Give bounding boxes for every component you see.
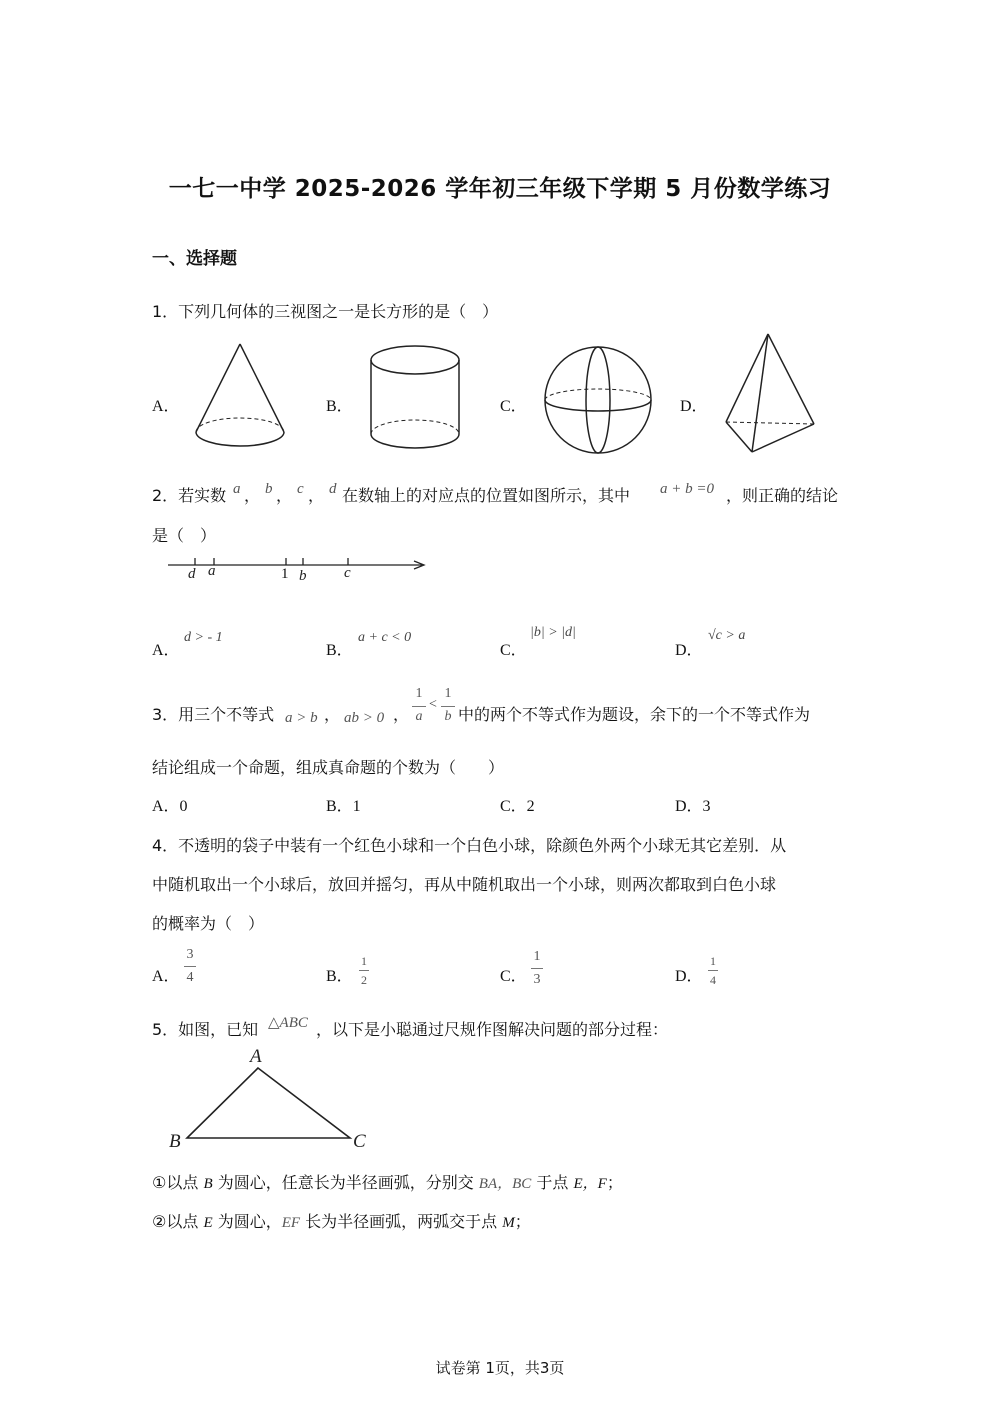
q3-prefix: 3．用三个不等式 xyxy=(152,705,275,724)
q4-option-b-den: 2 xyxy=(361,973,367,987)
q2-option-c-expr: |b| > |d| xyxy=(530,625,576,640)
step1-text-a: ①以点 xyxy=(152,1173,204,1192)
q4-option-d-bar xyxy=(708,970,718,971)
q4-option-a-bar xyxy=(184,966,196,967)
q5-triangle-name: △ABC xyxy=(268,1015,308,1031)
axis-label-1: 1 xyxy=(281,566,289,582)
q3-frac2-bar xyxy=(441,706,455,707)
q4-option-c-num: 1 xyxy=(533,949,541,964)
q3-comma-2: ， xyxy=(393,705,410,724)
q3-lt: < xyxy=(429,697,437,712)
vertex-b: B xyxy=(169,1131,181,1152)
q4-option-b-num: 1 xyxy=(361,954,367,968)
q3-option-a: A．0 xyxy=(152,798,188,815)
q3-frac1-bar xyxy=(412,706,426,707)
q2-suffix: ，则正确的结论 xyxy=(726,486,839,505)
step2-segment: EF xyxy=(281,1215,301,1231)
axis-label-b: b xyxy=(299,568,307,584)
q3-frac1-num: 1 xyxy=(415,686,423,701)
q4-option-d-den: 4 xyxy=(710,973,716,987)
vertex-c: C xyxy=(353,1131,366,1152)
step1-point-b: B xyxy=(203,1176,213,1192)
q3-line2: 结论组成一个命题，组成真命题的个数为（ ） xyxy=(152,758,505,777)
q3-option-b: B．1 xyxy=(326,798,361,815)
q4-line3: 的概率为（ ） xyxy=(152,914,265,933)
q3-ineq1: a > b xyxy=(285,710,318,726)
pyramid-icon xyxy=(722,332,818,454)
q2-var-a: a xyxy=(233,481,241,497)
q3-comma-1: ， xyxy=(324,705,341,724)
q3-ineq2: ab > 0 xyxy=(344,710,385,726)
step2-text-a: ②以点 xyxy=(152,1212,204,1231)
q2-option-a-label: A． xyxy=(152,642,180,659)
q2-line2: 是（ ） xyxy=(152,526,217,545)
step2-end: ； xyxy=(514,1212,531,1231)
q1-option-a-label: A． xyxy=(152,398,180,415)
step1-segments: BA，BC xyxy=(478,1176,532,1192)
axis-label-d: d xyxy=(188,566,196,582)
q2-mid-text: 在数轴上的对应点的位置如图所示，其中 xyxy=(342,486,631,505)
step1-end: ； xyxy=(606,1173,623,1192)
q2-option-c-label: C． xyxy=(500,642,527,659)
page-footer: 试卷第 1页，共3页 xyxy=(435,1359,565,1377)
q1-option-c-label: C． xyxy=(500,398,527,415)
q2-option-a-expr: d > - 1 xyxy=(184,630,223,645)
q5-suffix: ，以下是小聪通过尺规作图解决问题的部分过程： xyxy=(316,1020,669,1039)
q3-option-d: D．3 xyxy=(675,798,711,815)
q2-comma-3: ， xyxy=(308,486,325,505)
q4-option-a-num: 3 xyxy=(186,947,194,962)
triangle-abc xyxy=(185,1065,355,1143)
q4-option-b-bar xyxy=(359,970,369,971)
step2-point-m: M xyxy=(502,1215,515,1231)
step1-text-b: 为圆心，任意长为半径画弧，分别交 xyxy=(212,1173,479,1192)
q4-option-a-label: A． xyxy=(152,968,180,985)
axis-label-a: a xyxy=(208,563,216,579)
cone-icon xyxy=(190,340,290,455)
q2-option-d-label: D． xyxy=(675,642,703,659)
q2-prefix: 2．若实数 xyxy=(152,486,227,505)
q2-option-b-label: B． xyxy=(326,642,353,659)
q3-option-c: C．2 xyxy=(500,798,535,815)
q1-text: 1．下列几何体的三视图之一是长方形的是（ ） xyxy=(152,302,499,321)
step1-text-c: 于点 xyxy=(531,1173,574,1192)
q3-mid-text: 中的两个不等式作为题设，余下的一个不等式作为 xyxy=(458,705,811,724)
q3-frac2-den: b xyxy=(444,709,452,724)
page-title: 一七一中学 2025-2026 学年初三年级下学期 5 月份数学练习 xyxy=(168,176,832,202)
q2-option-d-expr: √c > a xyxy=(708,628,746,643)
vertex-a: A xyxy=(250,1046,262,1067)
cylinder-icon xyxy=(365,342,465,454)
step2-point-e: E xyxy=(203,1215,213,1231)
q4-option-c-den: 3 xyxy=(533,972,541,987)
q2-var-c: c xyxy=(297,481,304,497)
q5-step2 xyxy=(152,1209,531,1232)
section-heading-choice: 一、选择题 xyxy=(152,249,237,269)
q5-prefix: 5．如图，已知 xyxy=(152,1020,259,1039)
q2-var-b: b xyxy=(265,481,273,497)
q4-line1: 4．不透明的袋子中装有一个红色小球和一个白色小球，除颜色外两个小球无其它差别．从 xyxy=(152,836,787,855)
q1-option-d-label: D． xyxy=(680,398,708,415)
q3-frac2-num: 1 xyxy=(444,686,452,701)
q2-comma-2: ， xyxy=(276,486,293,505)
sphere-icon xyxy=(542,345,654,457)
q2-condition: a + b =0 xyxy=(660,481,714,497)
q1-option-b-label: B． xyxy=(326,398,353,415)
q4-option-c-bar xyxy=(531,968,543,969)
q2-option-b-expr: a + c < 0 xyxy=(358,630,412,645)
q4-option-a-den: 4 xyxy=(186,970,194,985)
step2-text-b: 为圆心， xyxy=(212,1212,282,1231)
axis-label-c: c xyxy=(344,565,351,581)
q4-option-b-label: B． xyxy=(326,968,353,985)
q4-line2: 中随机取出一个小球后，放回并摇匀，再从中随机取出一个小球，则两次都取到白色小球 xyxy=(152,875,777,894)
q2-comma-1: ， xyxy=(244,486,261,505)
q3-frac1-den: a xyxy=(415,709,423,724)
step2-text-c: 长为半径画弧，两弧交于点 xyxy=(300,1212,503,1231)
q4-option-d-label: D． xyxy=(675,968,703,985)
q4-option-d-num: 1 xyxy=(710,954,716,968)
q5-step1 xyxy=(152,1170,623,1193)
q2-var-d: d xyxy=(329,481,337,497)
q4-option-c-label: C． xyxy=(500,968,527,985)
step1-points: E，F xyxy=(573,1176,607,1192)
